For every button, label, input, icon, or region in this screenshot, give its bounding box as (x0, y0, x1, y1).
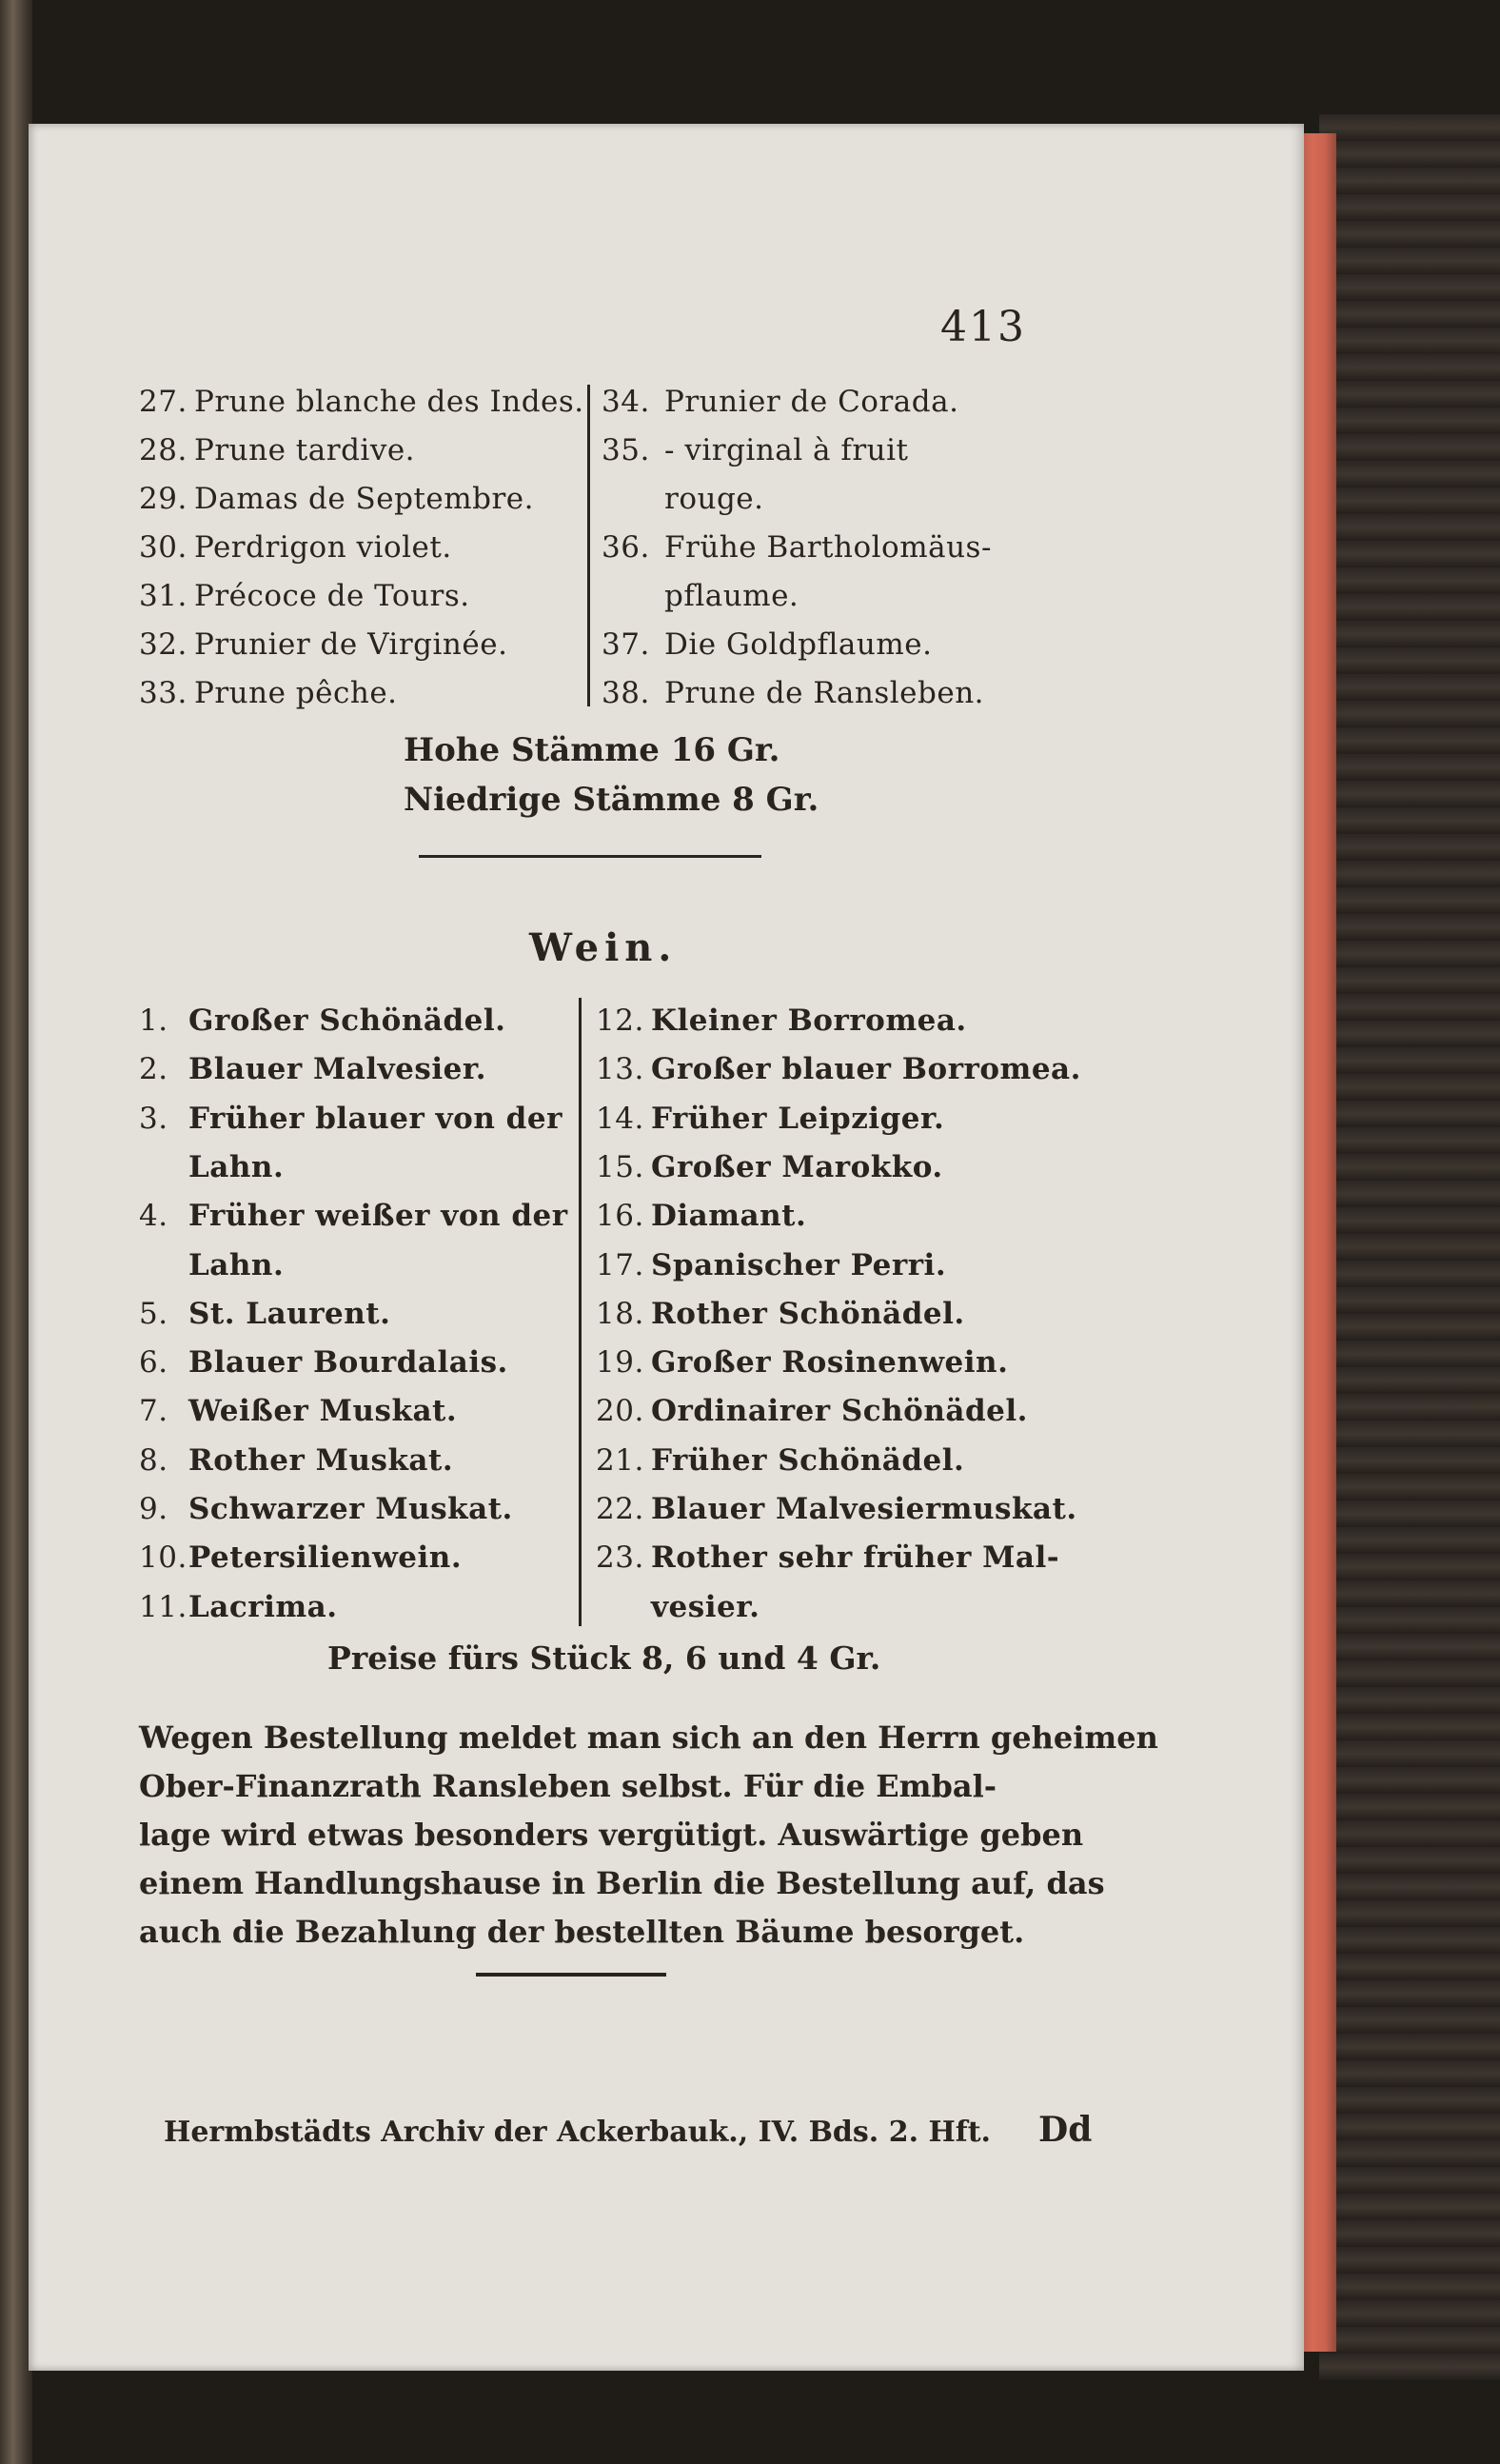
list-item (596, 1540, 1059, 1575)
list-item-text: Rother Schönädel. (651, 1296, 965, 1331)
list-item-number: 21. (596, 1442, 644, 1478)
list-item-number: 32. (139, 627, 188, 662)
list-item (596, 1394, 1028, 1428)
list-item-text: Kleiner Borromea. (651, 1003, 967, 1038)
list-item-number: 3. (139, 1101, 168, 1136)
list-item-number: 31. (139, 579, 188, 613)
list-item (139, 385, 584, 419)
list-item (602, 676, 984, 710)
footer-text: Hermbstädts Archiv der Ackerbauk., IV. Bds. 2. Hft. (164, 2116, 992, 2149)
list-item-text: Großer blauer Borromea. (651, 1052, 1081, 1087)
list-item-text: Früher blauer von der (188, 1101, 562, 1136)
list-item-number: 22. (596, 1492, 644, 1526)
list-item-number: 9. (139, 1492, 168, 1526)
list-item-text: Précoce de Tours. (194, 579, 470, 613)
column-divider-top (587, 385, 590, 706)
list-item-text: pflaume. (664, 579, 799, 613)
list-item-text: vesier. (651, 1589, 760, 1624)
list-item-text: Prunier de Corada. (664, 385, 959, 419)
list-item-number: 14. (596, 1101, 644, 1136)
list-item (139, 1394, 457, 1428)
list-item-text: Diamant. (651, 1199, 807, 1234)
list-item (139, 1102, 562, 1136)
list-item-text: Früher weißer von der (188, 1199, 568, 1234)
list-item (139, 1492, 513, 1526)
paragraph-line: Ober-Finanzrath Ransleben selbst. Für die Embal- (139, 1768, 997, 1804)
list-item-number: 23. (596, 1540, 644, 1576)
list-item-text: Schwarzer Muskat. (188, 1492, 513, 1526)
list-item-text: Lahn. (188, 1149, 285, 1184)
paragraph-line: auch die Bezahlung der bestellten Bäume besorget. (139, 1914, 1025, 1950)
list-item-number: 12. (596, 1003, 644, 1038)
list-item-number: 19. (596, 1345, 644, 1381)
list-item-number: 7. (139, 1394, 168, 1429)
column-divider-wine (579, 998, 582, 1626)
list-item (602, 433, 909, 467)
list-item (139, 1150, 284, 1184)
list-item-number: 8. (139, 1442, 168, 1478)
list-item-text: Großer Schönädel. (188, 1003, 506, 1038)
list-item-number: 10. (139, 1540, 188, 1576)
list-item (602, 385, 958, 419)
list-item-text: Prune tardive. (194, 433, 416, 467)
list-item-number: 17. (596, 1247, 644, 1282)
wine-heading: Wein. (529, 925, 678, 970)
list-item-text: Großer Rosinenwein. (651, 1345, 1009, 1381)
list-item-text: Prune de Ransleben. (664, 676, 985, 710)
list-item (139, 579, 470, 613)
list-item-text: Rother sehr früher Mal- (651, 1540, 1060, 1576)
book-left-edge (0, 0, 32, 2464)
list-item-text: Prune pêche. (194, 676, 398, 710)
list-item (596, 1150, 943, 1184)
list-item (602, 627, 932, 662)
list-item-number: 36. (602, 530, 650, 565)
list-item-number: 28. (139, 433, 188, 467)
list-item (596, 1590, 760, 1624)
list-item-number: 27. (139, 385, 188, 419)
list-item-text: St. Laurent. (188, 1296, 391, 1331)
list-item (596, 1199, 806, 1233)
list-item (139, 1199, 568, 1233)
list-item (139, 1540, 462, 1575)
list-item (602, 482, 764, 516)
list-item-number: 34. (602, 385, 650, 419)
list-item (139, 676, 398, 710)
book-cover-edge (1319, 114, 1500, 2380)
list-item-text: Lahn. (188, 1247, 285, 1282)
list-item-text: Blauer Malvesier. (188, 1052, 487, 1087)
price-high-stems: Hohe Stämme 16 Gr. (404, 731, 780, 769)
list-item-text: Prunier de Virginée. (194, 627, 508, 662)
list-item-text: Damas de Septembre. (194, 482, 535, 516)
list-item (596, 1248, 946, 1282)
list-item (139, 1248, 284, 1282)
paragraph-line: einem Handlungshause in Berlin die Bestellung auf, das (139, 1865, 1105, 1901)
list-item (139, 1443, 453, 1478)
list-item-text: Früher Leipziger. (651, 1101, 945, 1136)
list-item-number: 1. (139, 1003, 168, 1038)
list-item (139, 482, 534, 516)
list-item-number: 2. (139, 1052, 168, 1087)
list-item-text: Die Goldpflaume. (664, 627, 933, 662)
paragraph-line: Wegen Bestellung meldet man sich an den Herrn geheimen (139, 1719, 1158, 1756)
signature-mark: Dd (1038, 2110, 1093, 2150)
list-item-text: Petersilienwein. (188, 1540, 463, 1576)
list-item (596, 1345, 1008, 1380)
ordering-paragraph (139, 1714, 1158, 1957)
list-item-number: 18. (596, 1296, 644, 1331)
list-item (596, 1052, 1081, 1086)
footer-citation (164, 2110, 1092, 2150)
list-item-text: Rother Muskat. (188, 1442, 454, 1478)
list-item (139, 1003, 505, 1038)
list-item-text: - virginal à fruit (664, 433, 909, 467)
list-item-number: 29. (139, 482, 188, 516)
list-item-number: 37. (602, 627, 650, 662)
list-item-text: Prune blanche des Indes. (194, 385, 584, 419)
list-item-number: 15. (596, 1149, 644, 1184)
page-red-edge (1300, 133, 1336, 2352)
paragraph-line: lage wird etwas besonders vergütigt. Auswärtige geben (139, 1817, 1084, 1853)
list-item-number: 6. (139, 1345, 168, 1381)
list-item-text: Lacrima. (188, 1589, 338, 1624)
list-item-number: 16. (596, 1199, 644, 1234)
list-item-text: Großer Marokko. (651, 1149, 943, 1184)
list-item (602, 530, 992, 565)
list-item (139, 1590, 338, 1624)
list-item-text: Blauer Malvesiermuskat. (651, 1492, 1077, 1526)
list-item (139, 1052, 486, 1086)
list-item-text: Ordinairer Schönädel. (651, 1394, 1028, 1429)
list-item-text: Blauer Bourdalais. (188, 1345, 508, 1381)
list-item (596, 1102, 944, 1136)
list-item (596, 1443, 964, 1478)
page-number: 413 (940, 303, 1026, 351)
price-low-stems: Niedrige Stämme 8 Gr. (404, 781, 819, 819)
list-item (596, 1003, 967, 1038)
end-rule (476, 1973, 666, 1977)
list-item-number: 38. (602, 676, 650, 710)
list-item (139, 627, 507, 662)
list-item-number: 4. (139, 1199, 168, 1234)
wine-prices: Preise fürs Stück 8, 6 und 4 Gr. (327, 1639, 881, 1677)
list-item (602, 579, 799, 613)
list-item (139, 1345, 508, 1380)
list-item (596, 1297, 965, 1331)
list-item-text: Frühe Bartholomäus- (664, 530, 992, 565)
section-rule (419, 855, 761, 858)
list-item-number: 33. (139, 676, 188, 710)
list-item (139, 530, 452, 565)
list-item-number: 13. (596, 1052, 644, 1087)
list-item (596, 1492, 1077, 1526)
list-item-text: Perdrigon violet. (194, 530, 452, 565)
list-item-number: 30. (139, 530, 188, 565)
list-item (139, 1297, 390, 1331)
list-item-number: 5. (139, 1296, 168, 1331)
list-item (139, 433, 415, 467)
list-item-number: 11. (139, 1589, 188, 1624)
list-item-text: Weißer Muskat. (188, 1394, 458, 1429)
list-item-text: Früher Schönädel. (651, 1442, 965, 1478)
list-item-number: 35. (602, 433, 650, 467)
list-item-number: 20. (596, 1394, 644, 1429)
list-item-text: rouge. (664, 482, 764, 516)
list-item-text: Spanischer Perri. (651, 1247, 947, 1282)
